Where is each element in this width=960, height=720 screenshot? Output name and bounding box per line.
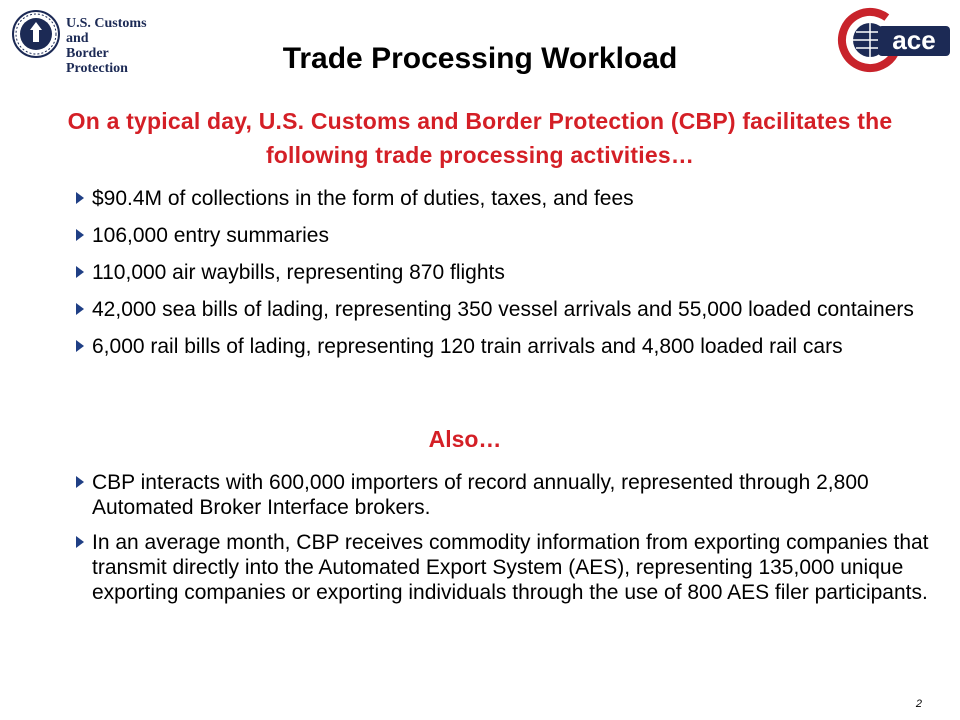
agency-name-line2: Border Protection [66,46,128,76]
triangle-right-icon [76,229,84,241]
list-item-text: 6,000 rail bills of lading, representing 120 train arrivals and 4,800 loaded rail cars [92,335,843,358]
list-item [76,334,936,359]
ace-logo-text: ace [892,25,936,55]
list-item [76,260,936,285]
triangle-right-icon [76,536,84,548]
list-item-text: 42,000 sea bills of lading, representing 350 vessel arrivals and 55,000 loaded containers [92,298,914,321]
page-title: Trade Processing Workload [282,42,678,75]
list-item [76,530,936,605]
list-item [76,223,936,248]
triangle-right-icon [76,476,84,488]
list-item [76,297,936,322]
list-item-text: 106,000 entry summaries [92,224,329,247]
triangle-right-icon [76,340,84,352]
also-list [76,470,936,615]
list-item-text: CBP interacts with 600,000 importers of record annually, represented through 2,800 Automated Broker Interface brokers. [92,471,869,519]
list-item-text: In an average month, CBP receives commodity information from exporting companies that transmit directly into the Automated Export System (AES), representing 135,000 unique exporting companies or exporting individuals through the use of 800 AES filer participants. [92,531,929,604]
page-number: 2 [915,698,922,710]
list-item-text: $90.4M of collections in the form of duties, taxes, and fees [92,187,634,210]
list-item [76,186,936,211]
triangle-right-icon [76,192,84,204]
list-item [76,470,936,520]
triangle-right-icon [76,266,84,278]
agency-name-line1: U.S. Customs and [66,16,147,46]
triangle-right-icon [76,303,84,315]
also-heading: Also… [428,426,502,452]
daily-activities-list [76,186,936,371]
list-item-text: 110,000 air waybills, representing 870 flights [92,261,505,284]
subtitle: On a typical day, U.S. Customs and Border Protection (CBP) facilitates the following trade processing activities… [67,108,893,168]
